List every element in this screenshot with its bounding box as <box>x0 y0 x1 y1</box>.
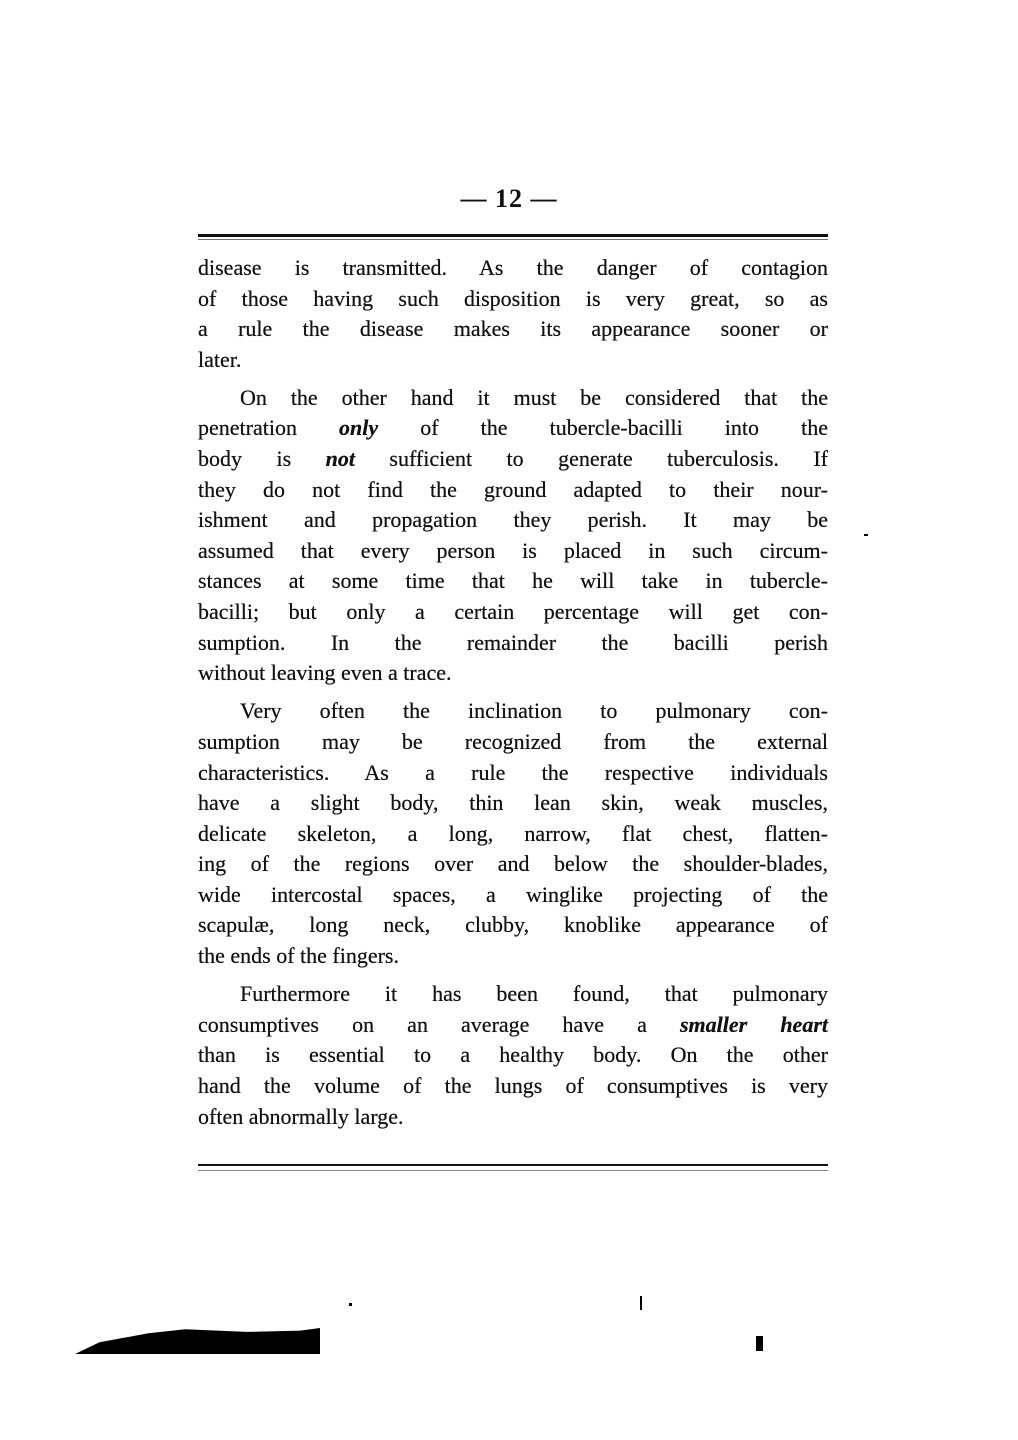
header-rule <box>198 234 828 237</box>
text-segment: later. <box>198 346 242 372</box>
text-line <box>198 788 828 819</box>
text-segment: hand the volume of the lungs of consumptives is very <box>198 1072 828 1098</box>
text-line <box>198 444 828 475</box>
text-line <box>198 910 828 941</box>
text-line <box>198 941 828 972</box>
text-segment: scapulæ, long neck, clubby, knoblike appearance of <box>198 912 828 938</box>
text-segment: characteristics. As a rule the respective individuals <box>198 759 828 785</box>
text-line <box>198 345 828 376</box>
text-line <box>198 658 828 689</box>
emphasized-text: smaller heart <box>680 1011 828 1037</box>
text-segment: disease is transmitted. As the danger of contagion <box>198 255 828 280</box>
header-rule-thin <box>198 239 828 240</box>
text-segment: sumption. In the remainder the bacilli perish <box>198 629 828 655</box>
text-segment: delicate skeleton, a long, narrow, flat chest, flatten- <box>198 820 828 846</box>
text-segment: ing of the regions over and below the shoulder-blades, <box>198 851 828 877</box>
text-line <box>198 849 828 880</box>
text-line <box>198 880 828 911</box>
text-segment: On the other hand it must be considered that the <box>240 384 828 410</box>
text-line <box>198 819 828 850</box>
text-line <box>198 758 828 789</box>
text-line <box>198 536 828 567</box>
text-segment: consumptives on an average have a <box>198 1011 680 1037</box>
text-segment: body is <box>198 446 326 472</box>
text-segment: without leaving even a trace. <box>198 660 452 686</box>
text-line <box>198 696 828 727</box>
paragraph <box>198 696 828 971</box>
paragraph <box>198 979 828 1132</box>
text-line <box>198 1040 828 1071</box>
text-segment: ishment and propagation they perish. It may be <box>198 507 828 533</box>
text-segment: often abnormally large. <box>198 1103 404 1129</box>
text-segment: of those having such disposition is very great, so as <box>198 285 828 311</box>
text-line <box>198 314 828 345</box>
text-segment: have a slight body, thin lean skin, weak muscles, <box>198 790 828 816</box>
text-line <box>198 597 828 628</box>
text-line <box>198 1102 828 1133</box>
text-line <box>198 979 828 1010</box>
text-line <box>198 284 828 315</box>
text-line <box>198 413 828 444</box>
speck-artifact <box>756 1336 763 1351</box>
footer-rule-thin <box>198 1170 828 1171</box>
text-segment: wide intercostal spaces, a winglike projecting of the <box>198 881 828 907</box>
text-segment: sumption may be recognized from the external <box>198 728 828 754</box>
text-segment: the ends of the fingers. <box>198 943 399 969</box>
text-segment: bacilli; but only a certain percentage will get con- <box>198 599 828 625</box>
text-line <box>198 1071 828 1102</box>
text-segment: of the tubercle-bacilli into the <box>378 415 828 441</box>
text-line <box>198 727 828 758</box>
speck-artifact <box>640 1296 642 1310</box>
text-segment: than is essential to a healthy body. On the other <box>198 1042 828 1068</box>
ink-blot-artifact <box>75 1328 320 1354</box>
text-line <box>198 566 828 597</box>
text-segment: penetration <box>198 415 340 441</box>
text-line <box>198 1010 828 1041</box>
text-segment: Very often the inclination to pulmonary con- <box>240 698 828 724</box>
text-segment: Furthermore it has been found, that pulmonary <box>240 981 828 1007</box>
speck-artifact <box>349 1303 352 1306</box>
text-segment: sufficient to generate tuberculosis. If <box>354 446 828 472</box>
paragraph <box>198 383 828 689</box>
emphasized-text: not <box>325 446 355 472</box>
page-number: — 12 — <box>460 184 558 213</box>
text-line <box>198 253 828 284</box>
speck-artifact <box>864 534 868 536</box>
text-segment: stances at some time that he will take in tubercle- <box>198 568 828 594</box>
text-segment: assumed that every person is placed in such circum- <box>198 537 828 563</box>
text-line <box>198 383 828 414</box>
text-segment: they do not find the ground adapted to their nour- <box>198 476 828 502</box>
footer-rule <box>198 1164 828 1166</box>
text-line <box>198 505 828 536</box>
body-text <box>198 253 828 1140</box>
text-line <box>198 475 828 506</box>
emphasized-text: only <box>339 415 379 441</box>
paragraph <box>198 253 828 375</box>
text-segment: a rule the disease makes its appearance sooner or <box>198 316 828 342</box>
text-line <box>198 628 828 659</box>
